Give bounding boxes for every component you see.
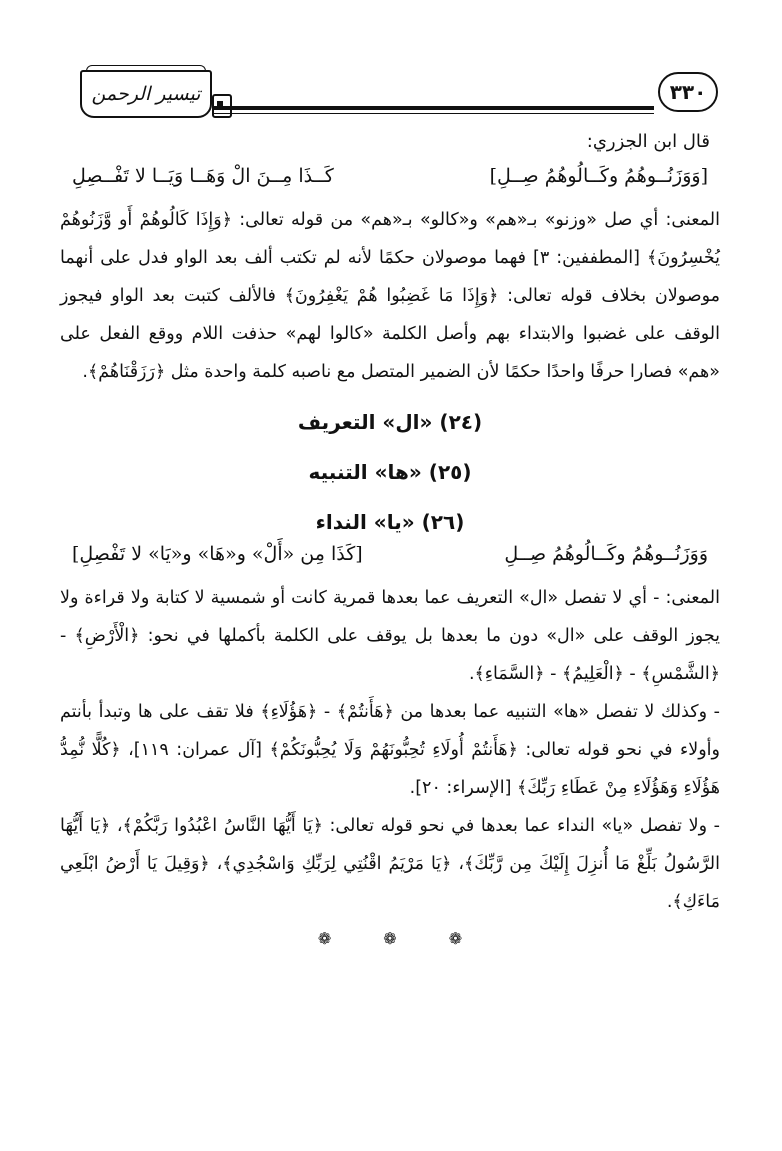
- section-heading-25: (٢٥) «ها» التنبيه: [308, 460, 472, 484]
- verse-hemistich-left: [كَذَا مِن «أَلْ» و«هَا» و«يَا» لا تَفْصِلِ]: [72, 543, 363, 565]
- page-header: [60, 66, 724, 122]
- explanation-paragraph-al: المعنى: - أي لا تفصل «ال» التعريف عما بعدها قمرية كانت أو شمسية لا كتابة ولا قراءة ولا يجوز الوقف على «ال» دون ما بعدها بل يوقف على الكلمة بأكملها في نحو: ﴿الْأَرْضِ﴾ - ﴿الشَّمْسِ﴾ - ﴿الْعَلِيمُ﴾ - ﴿السَّمَاءِ﴾.: [60, 588, 720, 684]
- section-heading-26: (٢٦) «يا» النداء: [315, 510, 465, 534]
- verse-line-2: [60, 537, 720, 571]
- verse-line-1: [60, 159, 720, 193]
- header-rule-thin: [214, 113, 654, 114]
- section-heading-24: (٢٤) «ال» التعريف: [297, 410, 483, 434]
- star-icon: ❁: [383, 929, 397, 948]
- section-separator: [60, 929, 720, 948]
- header-rule: [214, 106, 654, 110]
- explanation-paragraph-ha: - وكذلك لا تفصل «ها» التنبيه عما بعدها من ﴿هَأَنتُمْ﴾ - ﴿هَؤُلَاءِ﴾ فلا تقف على ها وتبدأ بأنتم وأولاء في نحو قوله تعالى: ﴿هَأَنتُمْ أُولَاءِ تُحِبُّونَهُمْ وَلَا يُحِبُّونَكُمْ﴾ [آل عمران: ١١٩]، ﴿كُلًّا نُّمِدُّ هَؤُلَاءِ وَهَؤُلَاءِ مِنْ عَطَاءِ رَبِّكَ﴾ [الإسراء: ٢٠].: [60, 702, 720, 798]
- star-icon: ❁: [317, 929, 332, 948]
- verse-hemistich-right: وَوَزَنُــوهُمُ وكَــالُوهُمُ صِــلِ: [504, 543, 708, 565]
- intro-line: قال ابن الجزري:: [586, 131, 710, 152]
- verse-hemistich-right: [وَوَزَنُــوهُمُ وكَــالُوهُمُ صِــلِ]: [489, 165, 708, 187]
- page-content: [60, 125, 720, 948]
- book-logo: تيسير الرحمن: [80, 70, 212, 118]
- explanation-paragraph-ya: - ولا تفصل «يا» النداء عما بعدها في نحو قوله تعالى: ﴿يَا أَيُّهَا النَّاسُ اعْبُدُوا رَبَّكُمْ﴾، ﴿يَا أَيُّهَا الرَّسُولُ بَلِّغْ مَا أُنزِلَ إِلَيْكَ مِن رَّبِّكَ﴾، ﴿يَا مَرْيَمُ اقْنُتِي لِرَبِّكِ وَاسْجُدِي﴾، ﴿وَقِيلَ يَا أَرْضُ ابْلَعِي مَاءَكِ﴾.: [60, 816, 720, 912]
- star-icon: ❁: [448, 929, 463, 948]
- explanation-paragraph: المعنى: أي صل «وزنو» بـ«هم» و«كالو» بـ«هم» من قوله تعالى: ﴿وَإِذَا كَالُوهُمْ أَو وَّزَنُوهُمْ يُخْسِرُونَ﴾ [المطففين: ٣] فهما موصولان حكمًا لأنه لم تكتب ألف بعد الواو فدل على أنهما موصولان بخلاف قوله تعالى: ﴿وَإِذَا مَا غَضِبُوا هُمْ يَغْفِرُونَ﴾ فالألف كتبت بعد الواو فيجوز الوقف على غضبوا والابتداء بهم وأصل الكلمة «كالوا لهم» حذفت اللام ووقع الفعل على «هم» فصارا حرفًا واحدًا حكمًا لأن الضمير المتصل مع ناصبه كلمة واحدة مثل ﴿رَزَقْنَاهُمْ﴾.: [60, 210, 720, 382]
- verse-hemistich-left: كَــذَا مِــنَ الْ وَهَــا وَيَــا لا تَفْــصِلِ: [72, 165, 334, 187]
- page-number: ٣٣٠: [658, 72, 718, 112]
